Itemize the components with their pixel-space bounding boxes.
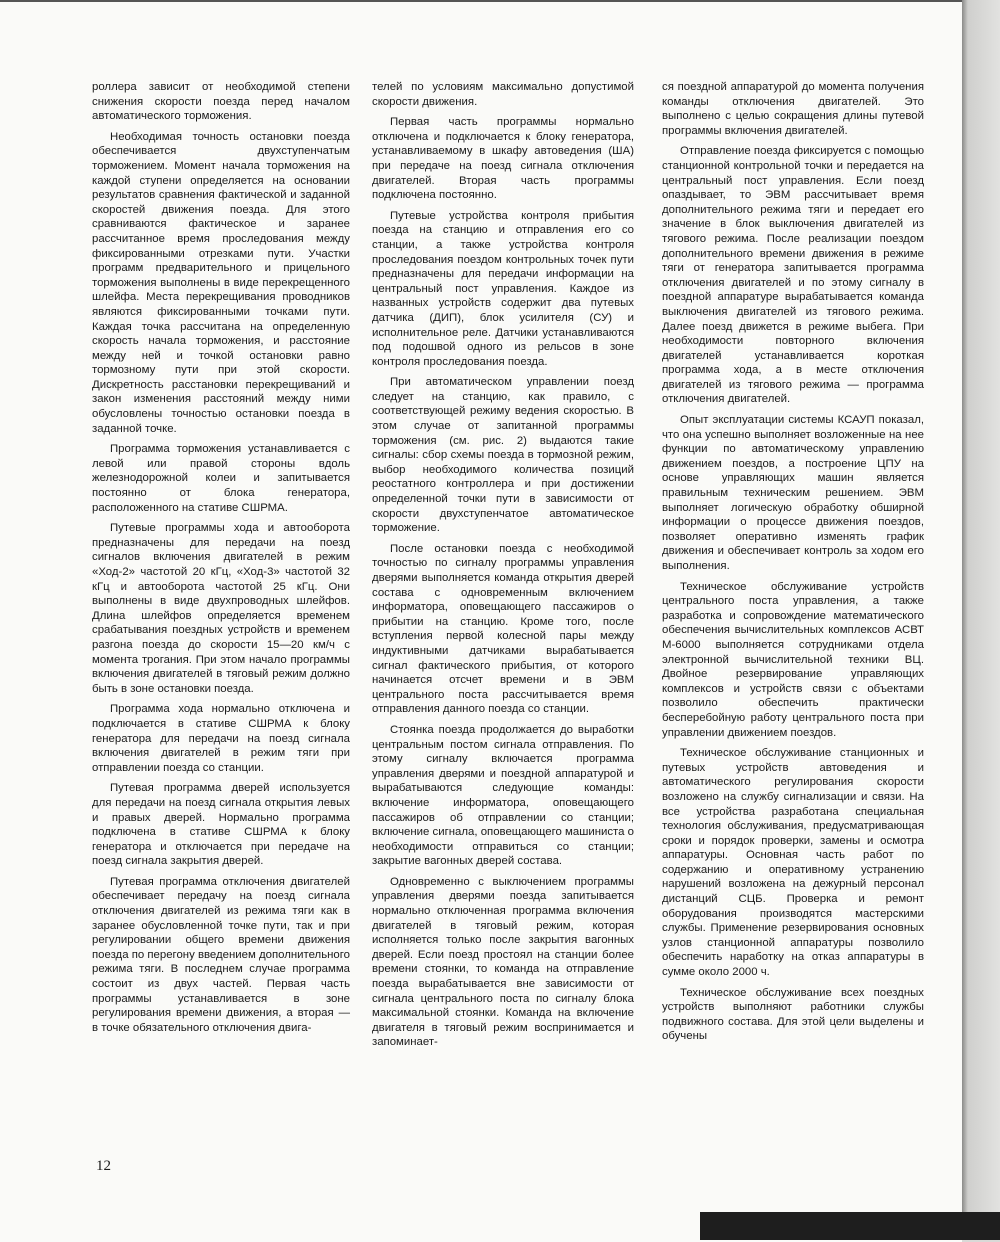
text-column-middle — [372, 80, 634, 1056]
paragraph: Необходимая точность остановки поезда обеспечивается двухступенчатым торможением. Момент начала торможения на каждой ступени определяется на основании результатов сравнения фактической и заданной скоростей движения поезда. Для этого сравниваются фактическое и заранее рассчитанное время проследования между фиксированными отрезками пути. Участки программ предварительного и прицельного торможения выполнены в виде перекрещенного шлейфа. Места перекрещивания проводников являются фиксированными точками пути. Каждая точка рассчитана на определенную скорость начала торможения, и расстояние между ней и точкой остановки равно тормозному пути при этой скорости. Дискретность расстановки перекрещиваний и закон изменения расстояний между ними обусловлены точностью остановки поезда в заданной точке. — [92, 130, 350, 435]
paragraph: Путевая программа дверей используется для передачи на поезд сигнала открытия левых и правых дверей. Нормально программа подключена в стативе СШРМА к блоку генератора и отключается при передаче на поезд сигнала закрытия дверей. — [92, 782, 350, 868]
text-column-right — [662, 80, 924, 1050]
paragraph: Опыт эксплуатации системы КСАУП показал, что она успешно выполняет возложенные на нее функции по автоматическому управлению движением поездов, а построение ЦПУ на основе управляющих машин является правильным техническим решением. ЭВМ выполняет логическую обработку обширной информации о процессе движения поездов, позволяет оперативно изменять график движения и обеспечивает контроль за ходом его выполнения. — [662, 414, 924, 572]
paragraph: Программа торможения устанавливается с левой или правой стороны вдоль железнодорожной колеи и запитывается постоянно от блока генератора, расположенного на стативе СШРМА. — [92, 443, 350, 514]
paragraph: Программа хода нормально отключена и подключается в стативе СШРМА к блоку генератора для передачи на поезд сигнала включения двигателей в режим тяги при отправлении поезда со станции. — [92, 703, 350, 774]
paragraph: роллера зависит от необходимой степени снижения скорости поезда перед началом автоматического торможения. — [92, 81, 350, 123]
page-number: 12 — [96, 1158, 111, 1174]
paragraph: Путевые устройства контроля прибытия поезда на станцию и отправления его со станции, а также устройства контроля проследования поездом контрольных точек пути предназначены для передачи информации на центральный пост управления. Каждое из названных устройств содержит два путевых датчика (ДИП), блок усилителя (СУ) и исполнительное реле. Датчики устанавливаются под подошвой одного из рельсов в зоне контроля проследования поезда. — [372, 209, 634, 368]
paragraph: Техническое обслуживание всех поездных устройств выполняют работники службы подвижного состава. Для этой цели выделены и обучены — [662, 986, 924, 1043]
paragraph: телей по условиям максимально допустимой скорости движения. — [372, 81, 634, 108]
text-column-left — [92, 80, 350, 1041]
paragraph: Техническое обслуживание станционных и путевых устройств автоведения и автоматического регулирования скорости возложено на службу сигнализации и связи. На все устройства разработана специальная технология обслуживания, предусматривающая сроки и порядок проверки, замены и осмотра аппаратуры. Основная часть работ по содержанию и оперативному устранению нарушений возложена на дежурный персонал дистанций СЦБ. Проверка и ремонт оборудования производятся мастерскими службы. Применение резервирования основных узлов станционной аппаратуры позволило обеспечить наработку на отказ аппаратуры в сумме около 2000 ч. — [662, 747, 924, 979]
paragraph: После остановки поезда с необходимой точностью по сигналу программы управления дверями выполняется команда открытия дверей состава с одновременным включением информатора, оповещающего пассажиров о прибытии на станцию. Кроме того, после вступления первой колесной пары между индуктивными датчиками вырабатывается сигнал фактического прибытия, от которого начинается отсчет времени и в ЭВМ центрального поста рассчитывается время отправления данного поезда со станции. — [372, 542, 634, 716]
paragraph: Путевые программы хода и автооборота предназначены для передачи на поезд сигналов включения двигателей в режим «Ход-2» частотой 20 кГц, «Ход-3» частотой 32 кГц и автооборота частотой 25 кГц. Они выполнены в виде двухпроводных шлейфов. Длина шлейфов определяется временем срабатывания поездных устройств и временем разгона поезда до скорости 15—20 км/ч с момента трогания. При этом начало программы включения двигателей в тяговый режим должно быть в зоне остановки поезда. — [92, 522, 350, 695]
paragraph: Отправление поезда фиксируется с помощью станционной контрольной точки и передается на центральный пост управления. Если поезд опаздывает, то ЭВМ рассчитывает время дополнительного режима тяги и передает его значение в блок выключения двигателей из тягового режима. После реализации поездом дополнительного времени движения в режиме тяги от генератора запитывается программа отключения двигателей и по этому сигналу в поездной аппаратуре вырабатывается команда выключения двигателей из тягового режима. Далее поезд движется в режиме выбега. При необходимости повторного включения двигателей устанавливается короткая программа хода, а в месте отключения двигателей из тягового режима — программа отключения двигателей. — [662, 145, 924, 406]
paragraph: Путевая программа отключения двигателей обеспечивает передачу на поезд сигнала отключения двигателей из режима тяги как в заранее обусловленной точке пути, так и при регулировании общего времени движения поезда по перегону введением дополнительного режима тяги. В последнем случае программа состоит из двух частей. Первая часть программы устанавливается в зоне регулирования времени движения, а вторая — в точке обязательного отключения двига- — [92, 875, 350, 1034]
paragraph: Одновременно с выключением программы управления дверями поезда запитывается нормально отключенная программа включения двигателей в тяговый режим, которая исполняется только после закрытия вагонных дверей. Если поезд простоял на станции более времени стоянки, то команда на отправление поезда вырабатывается вне зависимости от сигнала центрального поста по сигналу блока максимальной стоянки. Команда на включение двигателя в тяговый режим воспринимается и запоминает- — [372, 875, 634, 1049]
paragraph: При автоматическом управлении поезд следует на станцию, как правило, с соответствующей режиму ведения скоростью. В этом случае от запитанной программы торможения (см. рис. 2) выдаются такие сигналы: сбор схемы поезда в тормозной режим, выбор необходимого количества позиций реостатного контроллера и при достижении определенной точки пути в зависимости от скорости двухступенчатое автоматическое торможение. — [372, 376, 634, 535]
paragraph: Техническое обслуживание устройств центрального поста управления, а также разработка и сопровождение математического обеспечения вычислительных комплексов АСВТ М-6000 выполняется сотрудниками отдела электронной вычислительной техники ВЦ. Двойное резервирование управляющих комплексов и устройств связи с объектами позволило обеспечить практически бесперебойную работу центрального поста при управлении движением поездов. — [662, 580, 924, 739]
paragraph: Первая часть программы нормально отключена и подключается к блоку генератора, устанавливаемому в шкафу автоведения (ША) при передаче на поезд сигнала отключения двигателей. Вторая часть программы подключена постоянно. — [372, 116, 634, 202]
paragraph: Стоянка поезда продолжается до выработки центральным постом сигнала отправления. По этому сигналу включается программа управления дверями и поездной аппаратурой и вырабатываются следующие команды: включение информатора, оповещающего пассажиров об отправлении со станции; включение сигнала, оповещающего машиниста о необходимости отправиться со станции; закрытие вагонных дверей состава. — [372, 723, 634, 868]
paragraph: ся поездной аппаратурой до момента получения команды отключения двигателей. Это выполнено с целью сокращения длины путевой программы включения двигателей. — [662, 81, 924, 137]
scan-border — [700, 1212, 1000, 1240]
page-edge-shadow — [962, 0, 1000, 1240]
